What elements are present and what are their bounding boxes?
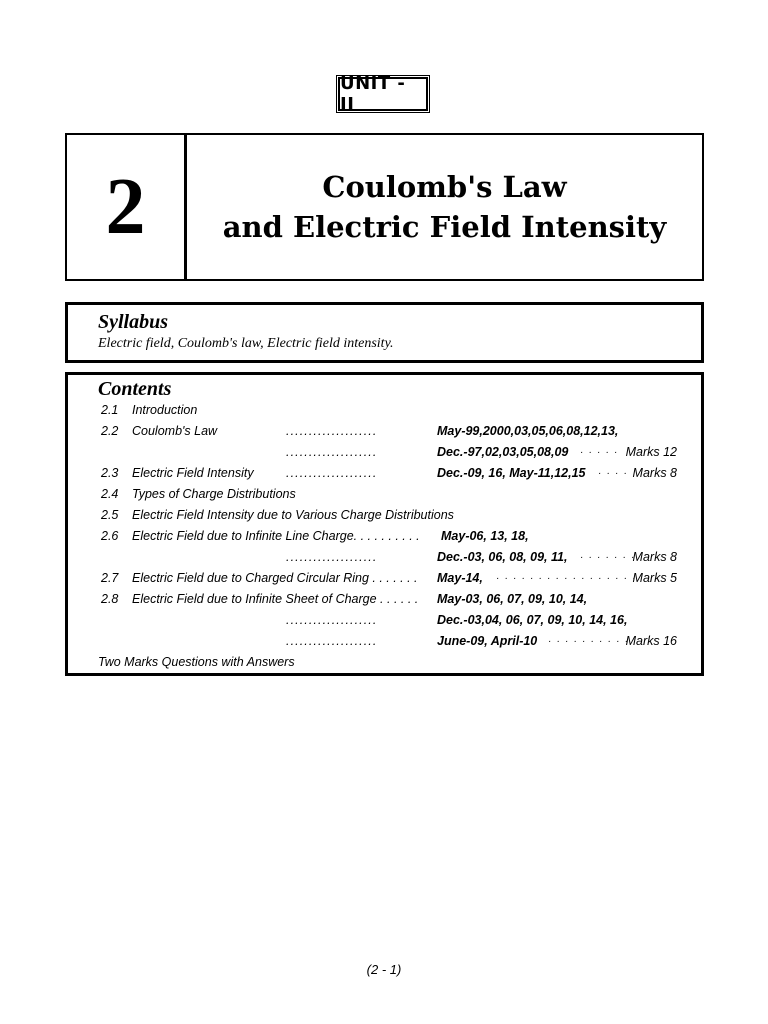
row-title: Types of Charge Distributions [132, 487, 296, 501]
row-title: Introduction [132, 403, 198, 417]
row-marks: Marks 12 [625, 445, 677, 459]
contents-row [68, 421, 701, 442]
contents-row [68, 505, 701, 526]
row-marks: Marks 5 [632, 571, 677, 585]
row-exam-dates: Dec.-03, 06, 08, 09, 11, [437, 550, 568, 564]
row-leader-dots: .................... [286, 445, 378, 459]
row-fine-dots: · · · · · · · · · · [548, 636, 630, 647]
row-fine-dots: · · · · · [580, 447, 619, 458]
contents-row [68, 568, 701, 589]
row-number: 2.6 [101, 529, 119, 543]
row-exam-dates: May-03, 06, 07, 09, 10, 14, [437, 592, 588, 606]
two-marks-note: Two Marks Questions with Answers [98, 655, 295, 669]
row-title: Electric Field due to Infinite Line Charge. . . . . . . . . . [132, 529, 420, 543]
contents-row [68, 442, 701, 463]
unit-label: UNIT - II [338, 77, 428, 111]
syllabus-heading: Syllabus [98, 311, 169, 333]
contents-box [65, 372, 704, 676]
row-exam-dates: May-99,2000,03,05,06,08,12,13, [437, 424, 619, 438]
row-fine-dots: · · · · · · · · · · · · · · · · · [496, 573, 637, 584]
contents-row [68, 526, 701, 547]
chapter-title-line1: Coulomb's Law [322, 170, 567, 204]
row-marks: Marks 8 [632, 550, 677, 564]
row-title: Electric Field due to Infinite Sheet of Charge . . . . . . [132, 592, 419, 606]
contents-row [68, 610, 701, 631]
row-exam-dates: Dec.-97,02,03,05,08,09 [437, 445, 569, 459]
chapter-header [65, 133, 704, 281]
row-fine-dots: · · · · · · · [580, 552, 636, 563]
chapter-title [187, 135, 702, 279]
row-number: 2.5 [101, 508, 119, 522]
contents-heading: Contents [98, 378, 172, 400]
row-exam-dates: Dec.-09, 16, May-11,12,15 [437, 466, 586, 480]
syllabus-text: Electric field, Coulomb's law, Electric field intensity. [98, 336, 394, 351]
row-leader-dots: .................... [286, 634, 378, 648]
contents-row [68, 589, 701, 610]
row-title: Electric Field due to Charged Circular Ring . . . . . . . [132, 571, 418, 585]
row-exam-dates: May-06, 13, 18, [441, 529, 529, 543]
row-title: Coulomb's Law [132, 424, 218, 438]
contents-row [68, 400, 701, 421]
contents-row [68, 484, 701, 505]
contents-row [68, 547, 701, 568]
row-exam-dates: May-14, [437, 571, 483, 585]
syllabus-box [65, 302, 704, 363]
row-number: 2.7 [101, 571, 119, 585]
chapter-title-line2: and Electric Field Intensity [222, 210, 667, 244]
contents-footer-row [68, 652, 701, 673]
row-number: 2.2 [101, 424, 119, 438]
row-title: Electric Field Intensity due to Various Charge Distributions [132, 508, 454, 522]
row-marks: Marks 8 [632, 466, 677, 480]
row-marks: Marks 16 [625, 634, 677, 648]
row-leader-dots: .................... [286, 424, 378, 438]
contents-row [68, 631, 701, 652]
page-number: (2 - 1) [366, 962, 402, 977]
chapter-number: 2 [67, 135, 187, 279]
row-number: 2.8 [101, 592, 119, 606]
row-leader-dots: .................... [286, 550, 378, 564]
row-fine-dots: · · · · [598, 468, 629, 479]
row-number: 2.4 [101, 487, 119, 501]
row-number: 2.1 [101, 403, 119, 417]
row-leader-dots: .................... [286, 613, 378, 627]
row-number: 2.3 [101, 466, 119, 480]
row-exam-dates: Dec.-03,04, 06, 07, 09, 10, 14, 16, [437, 613, 628, 627]
row-title: Electric Field Intensity [132, 466, 254, 480]
row-leader-dots: .................... [286, 466, 378, 480]
row-exam-dates: June-09, April-10 [437, 634, 538, 648]
contents-row [68, 463, 701, 484]
